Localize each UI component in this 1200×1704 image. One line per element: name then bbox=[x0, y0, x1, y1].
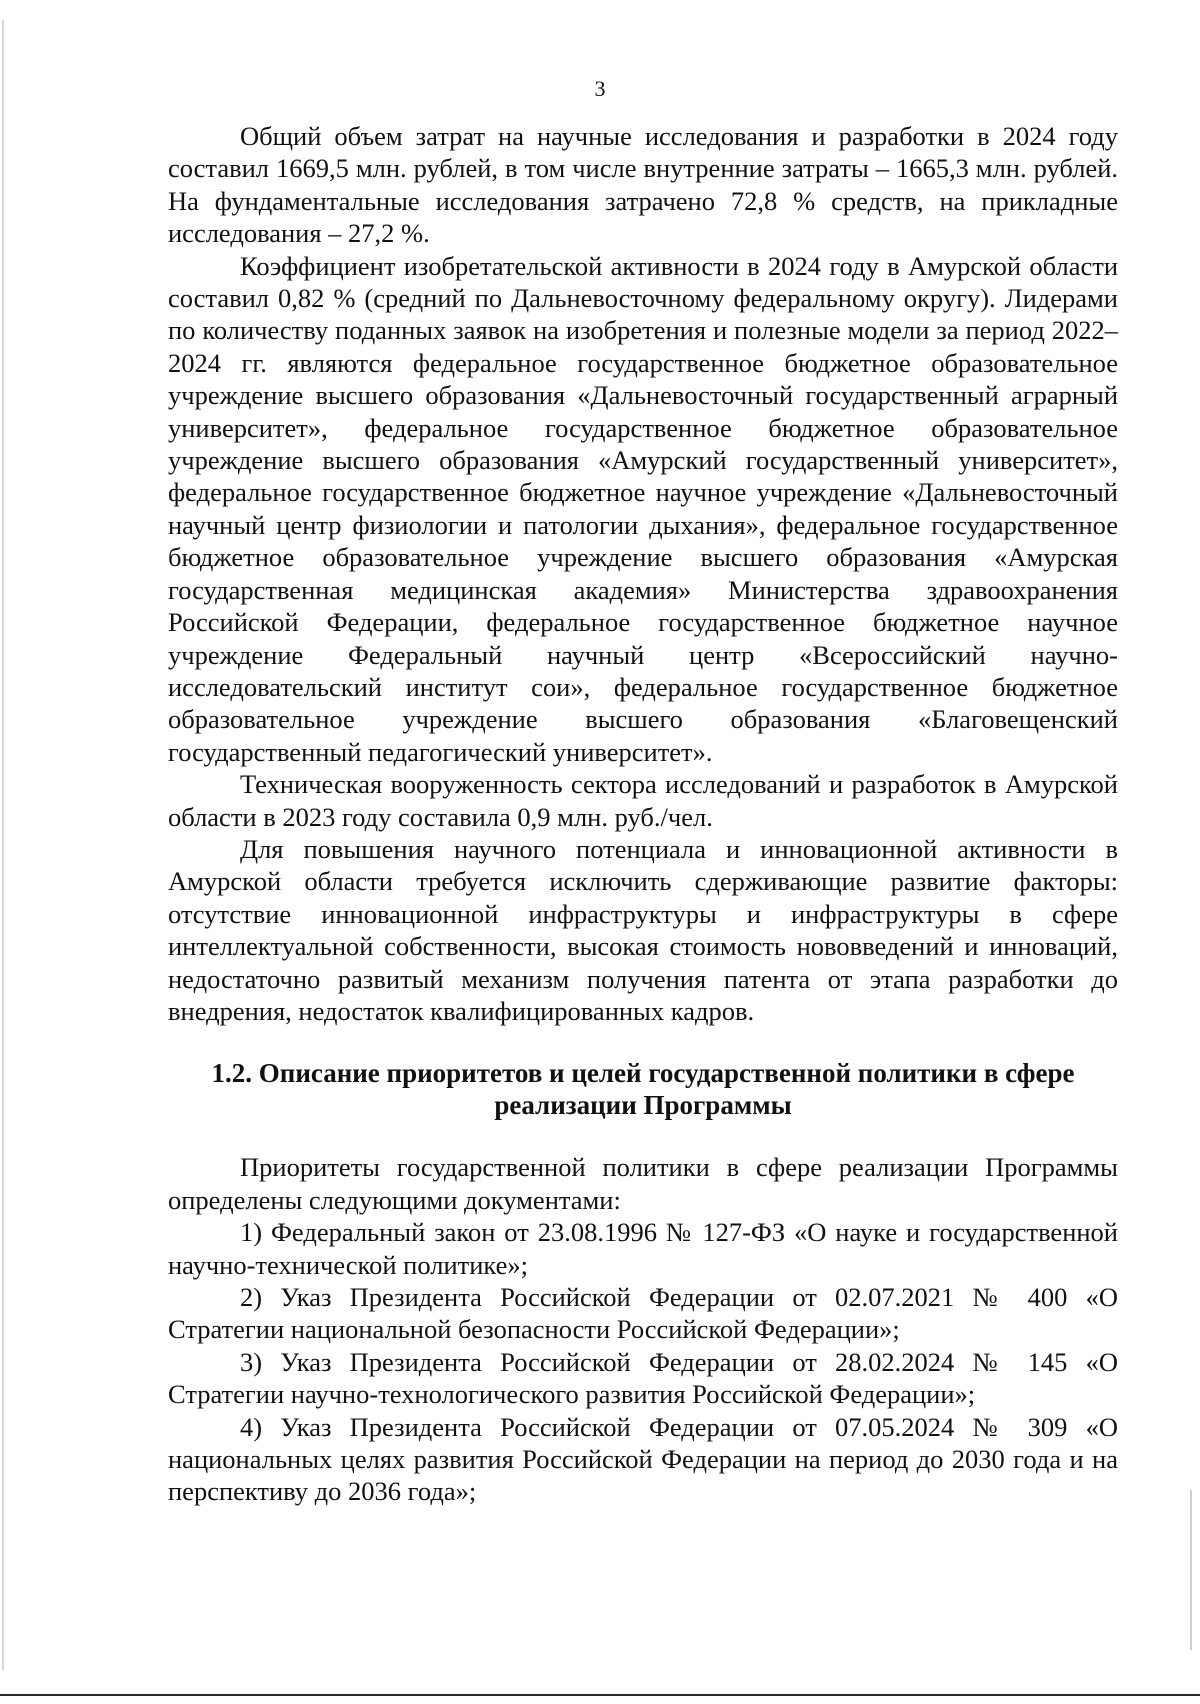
section-heading-line-1: 1.2. Описание приоритетов и целей государственной политики в сфере bbox=[211, 1058, 1075, 1089]
scan-left-edge-line bbox=[2, 20, 4, 1670]
page-number: 3 bbox=[594, 76, 606, 101]
list-item-document-2: 2) Указ Президента Российской Федерации от 02.07.2021 № 400 «О Стратегии национальной безопасности Российской Федерации»; bbox=[168, 1282, 1118, 1345]
list-item-document-3: 3) Указ Президента Российской Федерации от 28.02.2024 № 145 «О Стратегии научно-технологического развития Российской Федерации»; bbox=[168, 1346, 1118, 1410]
paragraph-priorities-intro: Приоритеты государственной политики в сфере реализации Программы определены следующими документами: bbox=[168, 1152, 1118, 1215]
document-body bbox=[168, 120, 1118, 1508]
list-item-document-4: 4) Указ Президента Российской Федерации от 07.05.2024 № 309 «О национальных целях развития Российской Федерации на период до 2030 года и на перспективу до 2036 года»; bbox=[168, 1411, 1118, 1507]
paragraph-inventive-activity: Коэффициент изобретательской активности в 2024 году в Амурской области составил 0,82 % (средний по Дальневосточному федеральному округу). Лидерами по количеству поданных заявок на изобретения и полезные модели за период 2022–2024 гг. являются федеральное государственное бюджетное образовательное учреждение высшего образования «Дальневосточный государственный аграрный университет», федеральное государственное бюджетное образовательное учреждение высшего образования «Амурский государственный университет», федеральное государственное бюджетное научное учреждение «Дальневосточный научный центр физиологии и патологии дыхания», федеральное государственное бюджетное образовательное учреждение высшего образования «Амурская государственная медицинская академия» Министерства здравоохранения Российской Федерации, федеральное государственное бюджетное научное учреждение Федеральный научный центр «Всероссийский научно-исследовательский институт сои», федеральное государственное бюджетное образовательное учреждение высшего образования «Благовещенский государственный педагогический университет». bbox=[168, 250, 1118, 767]
paragraph-constraining-factors: Для повышения научного потенциала и инновационной активности в Амурской области требуется исключить сдерживающие развитие факторы: отсутствие инновационной инфраструктуры и инфраструктуры в сфере интеллектуальной собственности, высокая стоимость нововведений и инноваций, недостаточно развитый механизм получения патента от этапа разработки до внедрения, недостаток квалифицированных кадров. bbox=[168, 833, 1118, 1026]
scan-bottom-edge-line bbox=[0, 1694, 1200, 1696]
section-heading-line-2: реализации Программы bbox=[494, 1090, 792, 1121]
paragraph-technical-equipment: Техническая вооруженность сектора исследований и разработок в Амурской области в 2023 году составила 0,9 млн. руб./чел. bbox=[168, 769, 1118, 832]
section-heading-1-2 bbox=[168, 1057, 1118, 1121]
paragraph-research-costs: Общий объем затрат на научные исследования и разработки в 2024 году составил 1669,5 млн. рублей, в том числе внутренние затраты – 1665,3 млн. рублей. На фундаментальные исследования затрачено 72,8 % средств, на прикладные исследования – 27,2 %. bbox=[168, 121, 1118, 249]
scan-right-edge-mark bbox=[1190, 1490, 1192, 1650]
list-item-document-1: 1) Федеральный закон от 23.08.1996 № 127-ФЗ «О науке и государственной научно-технической политике»; bbox=[168, 1217, 1118, 1280]
